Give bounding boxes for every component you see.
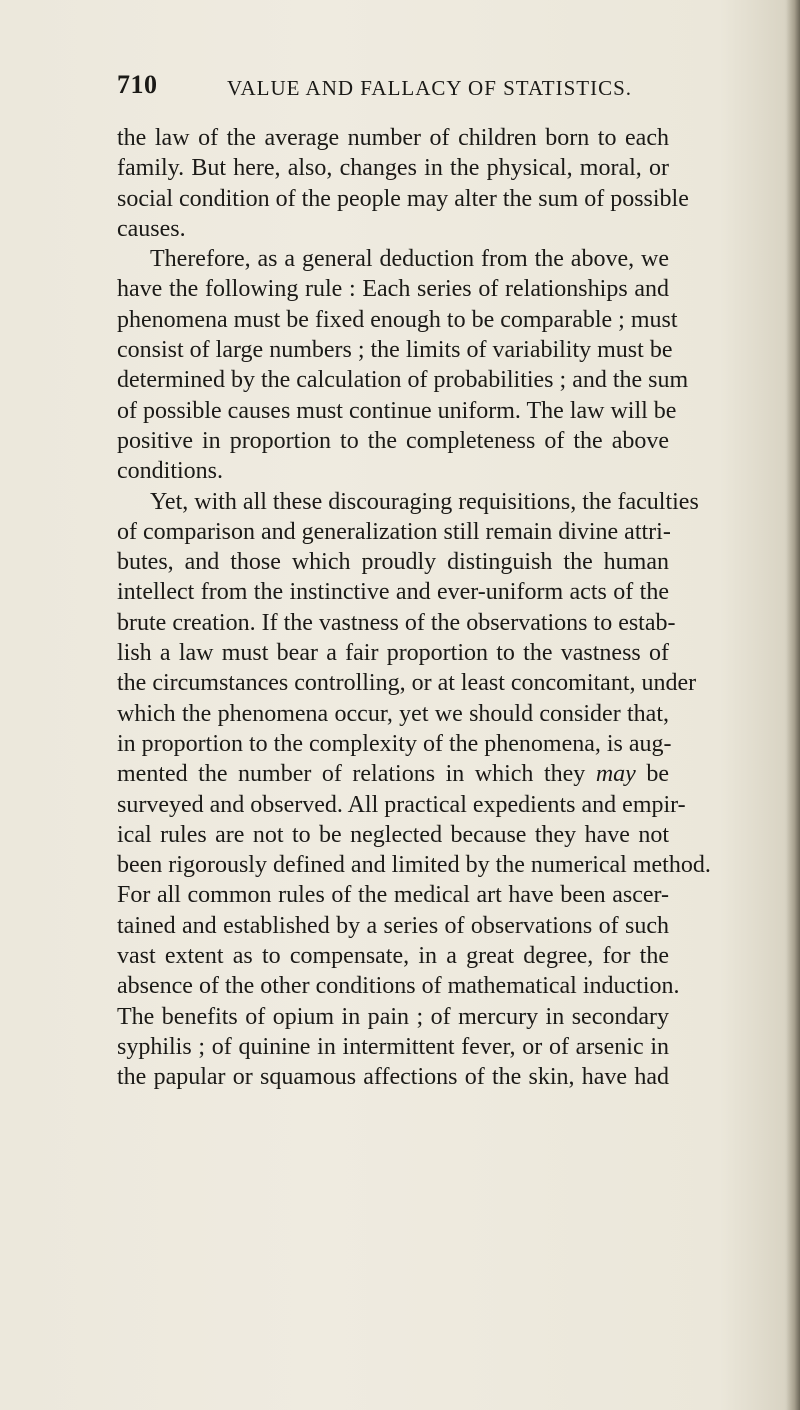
text-line: butes, and those which proudly distinguish the human xyxy=(117,549,669,576)
text-line: brute creation. If the vastness of the observations to estab- xyxy=(117,609,676,636)
text-line: absence of the other conditions of mathematical induction. xyxy=(117,973,680,1000)
text-line: positive in proportion to the completeness of the above xyxy=(117,427,669,454)
text-line: determined by the calculation of probabilities ; and the sum xyxy=(117,367,689,394)
text-line: ical rules are not to be neglected because they have not xyxy=(117,821,669,848)
text-line-mixed xyxy=(117,759,669,789)
text-line: causes. xyxy=(117,215,186,242)
text-line: in proportion to the complexity of the phenomena, is aug- xyxy=(117,730,672,757)
text-line: family. But here, also, changes in the physical, moral, or xyxy=(117,155,669,182)
text-line: the circumstances controlling, or at least concomitant, under xyxy=(117,670,697,697)
text-line: surveyed and observed. All practical expedients and empir- xyxy=(117,791,686,818)
text-line: vast extent as to compensate, in a great degree, for the xyxy=(117,943,669,970)
text-line: phenomena must be fixed enough to be comparable ; must xyxy=(117,306,678,333)
page-header xyxy=(117,70,652,110)
text-span: be xyxy=(646,761,670,788)
text-line: tained and established by a series of observations of such xyxy=(117,912,669,939)
text-line: of comparison and generalization still remain divine attri- xyxy=(117,518,671,545)
text-line: have the following rule : Each series of relationships and xyxy=(117,276,669,303)
emphasized-word: may xyxy=(595,761,636,788)
body-text xyxy=(117,123,711,1093)
text-line: The benefits of opium in pain ; of mercury in secondary xyxy=(117,1003,669,1030)
text-line: intellect from the instinctive and ever-uniform acts of the xyxy=(117,579,669,606)
text-line: Yet, with all these discouraging requisitions, the faculties xyxy=(150,488,699,515)
text-line: Therefore, as a general deduction from the above, we xyxy=(150,246,669,273)
running-head: VALUE AND FALLACY OF STATISTICS. xyxy=(227,76,633,100)
text-line: social condition of the people may alter the sum of possible xyxy=(117,185,689,212)
text-line: been rigorously defined and limited by the numerical method. xyxy=(117,852,711,879)
text-line: For all common rules of the medical art have been ascer- xyxy=(117,882,669,909)
text-line: consist of large numbers ; the limits of variability must be xyxy=(117,337,673,364)
text-line: the papular or squamous affections of the skin, have had xyxy=(117,1064,669,1091)
text-span: mented the number of relations in which they xyxy=(117,761,586,788)
page-edge-shadow xyxy=(786,0,800,1410)
text-line: conditions. xyxy=(117,458,223,485)
text-line: syphilis ; of quinine in intermittent fever, or of arsenic in xyxy=(117,1033,669,1060)
text-line: of possible causes must continue uniform. The law will be xyxy=(117,397,677,424)
text-line: lish a law must bear a fair proportion to the vastness of xyxy=(117,640,669,667)
text-line: which the phenomena occur, yet we should consider that, xyxy=(117,700,669,727)
page-number: 710 xyxy=(117,70,158,99)
text-line: the law of the average number of children born to each xyxy=(117,125,669,151)
